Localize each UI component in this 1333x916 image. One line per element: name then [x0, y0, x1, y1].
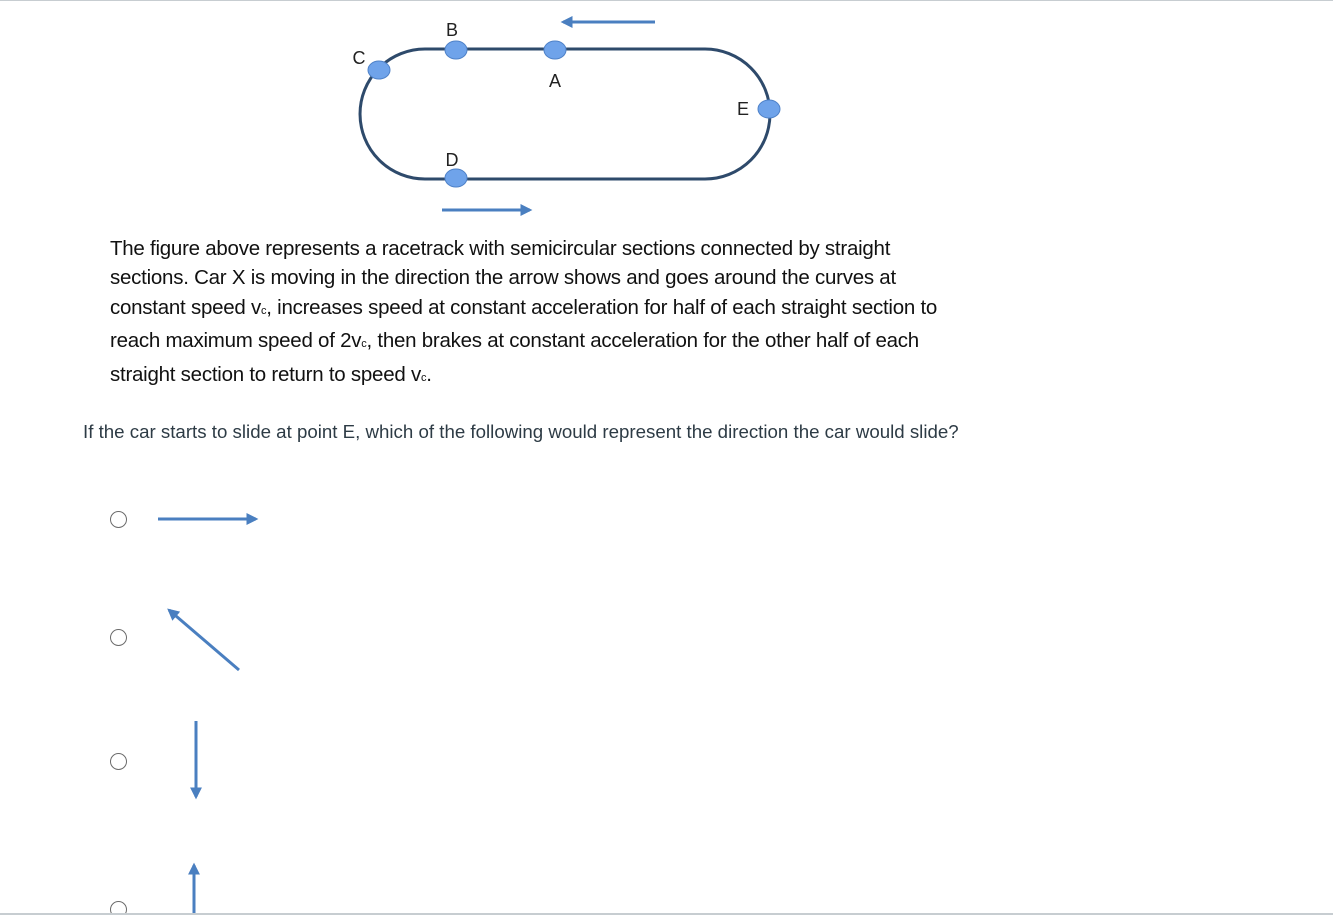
- label-c: C: [352, 48, 366, 68]
- arrow-right-icon: [108, 490, 308, 580]
- label-a: A: [548, 71, 562, 91]
- label-d: D: [445, 150, 459, 170]
- arrow-down-icon: [108, 715, 308, 805]
- car-point-e: [758, 100, 780, 118]
- label-b: B: [445, 20, 459, 40]
- description-line-1: The figure above represents a racetrack with semicircular sections connected by straight: [110, 237, 891, 260]
- figure-description: [110, 234, 1050, 393]
- answer-option-1[interactable]: [108, 490, 308, 580]
- description-line-4: [110, 326, 1050, 359]
- top-border: [0, 0, 1333, 1]
- subscript-c: c: [420, 371, 427, 384]
- description-line-5-pre: straight section to return to speed v: [110, 362, 421, 386]
- racetrack-figure: [330, 10, 800, 225]
- car-point-d: [445, 169, 467, 187]
- bottom-border: [0, 913, 1333, 915]
- subscript-c: c: [361, 338, 367, 351]
- answer-option-3[interactable]: [108, 715, 308, 805]
- arrow-up-icon: [108, 855, 308, 913]
- description-line-4-pre: reach maximum speed of 2v: [110, 329, 362, 353]
- description-line-2: sections. Car X is moving in the direction the arrow shows and goes around the curves at: [110, 266, 896, 290]
- description-line-3: [110, 293, 1050, 326]
- description-line-3-pre: constant speed v: [110, 295, 261, 319]
- description-line-4-post: , then brakes at constant acceleration for the other half of each: [366, 329, 919, 353]
- racetrack-path: [360, 49, 770, 179]
- description-line-3-post: , increases speed at constant acceleration for half of each straight section to: [266, 295, 938, 319]
- car-point-c: [368, 61, 390, 79]
- car-point-b: [445, 41, 467, 59]
- description-line-5: [110, 360, 1050, 393]
- car-point-a: [544, 41, 566, 59]
- label-e: E: [736, 99, 750, 119]
- answer-option-2[interactable]: [108, 600, 308, 690]
- question-text: If the car starts to slide at point E, which of the following would represent the direction the car would slide?: [83, 421, 959, 442]
- description-line-5-post: .: [426, 362, 432, 386]
- subscript-c: c: [261, 304, 267, 317]
- arrow-up-left-icon: [108, 600, 308, 690]
- answer-option-4[interactable]: [108, 855, 308, 913]
